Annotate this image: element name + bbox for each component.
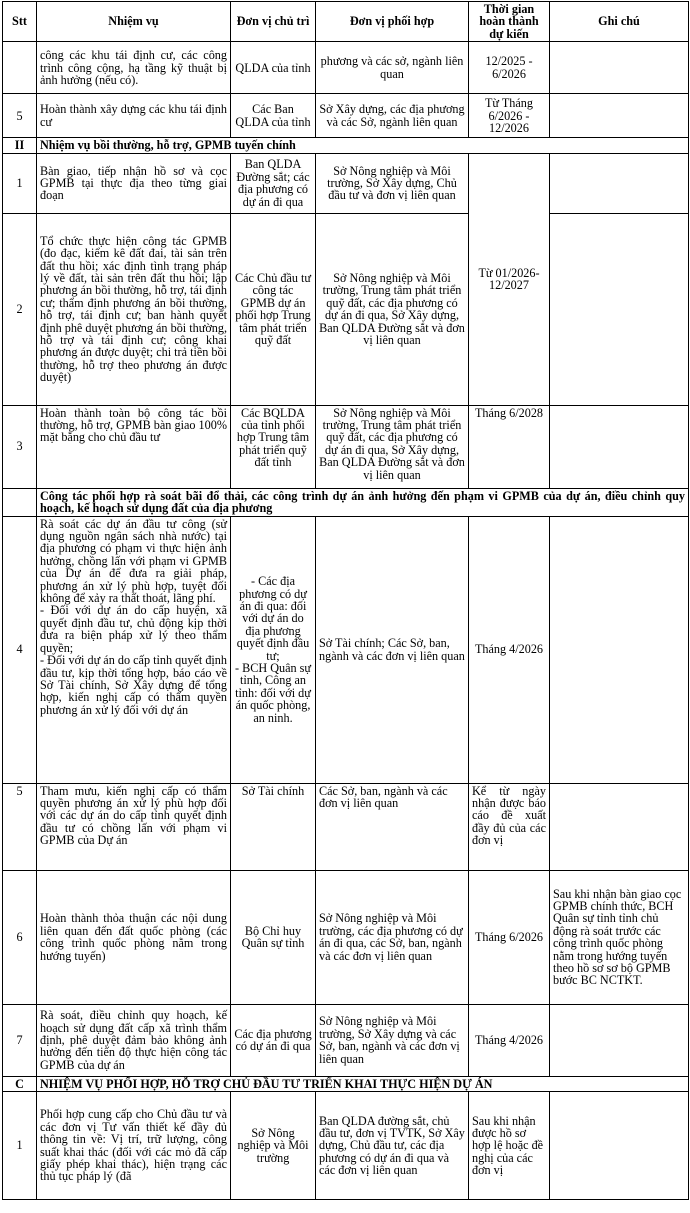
cell-deadline: Từ 01/2026-12/2027 <box>469 153 550 405</box>
cell-note <box>550 1004 689 1076</box>
section-title: Công tác phối hợp rà soát bãi đổ thải, các công trình dự án ảnh hưởng đến phạm vi GPMB của dự án, điều chỉnh quy hoạch, kế hoạch sử dụng đất của địa phương <box>37 488 689 516</box>
cell-stt: 7 <box>3 1004 37 1076</box>
cell-stt: 1 <box>3 153 37 213</box>
table-row <box>3 783 689 870</box>
cell-coord: Sở Nông nghiệp và Môi trường, Sở Xây dựng và các Sở, ban, ngành và các đơn vị liên quan <box>316 1004 469 1076</box>
cell-deadline: Từ Tháng 6/2026 - 12/2026 <box>469 94 550 138</box>
task-table <box>2 1 689 1200</box>
cell-task: Hoàn thành toàn bộ công tác bồi thường, hỗ trợ, GPMB bàn giao 100% mặt bằng cho chủ đầu tư <box>37 405 231 488</box>
cell-stt: 3 <box>3 405 37 488</box>
cell-task: Bàn giao, tiếp nhận hồ sơ và cọc GPMB tại thực địa theo từng giai đoạn <box>37 153 231 213</box>
cell-task: Tổ chức thực hiện công tác GPMB (đo đạc, kiểm kê đất đai, tài sản trên đất thu hồi; xác định tình trạng pháp lý về đất, tài sản trên đất thu hồi; lập phương án bồi thường, hỗ trợ, tái định cư; thẩm định phương án bồi thường, hỗ trợ, tái định cư; ban hành quyết định phê duyệt phương án bồi thường, hỗ trợ và tái định cư; công khai phương án được duyệt; chi trả tiền bồi thường, hỗ trợ theo phương án được duyệt) <box>37 213 231 405</box>
cell-coord: phương và các sở, ngành liên quan <box>316 42 469 94</box>
cell-coord: Sở Nông nghiệp và Môi trường, Trung tâm phát triển quỹ đất, các địa phương có dự án đi qua, Sở Xây dựng, Ban QLDA Đường sắt và đơn vị liên quan <box>316 213 469 405</box>
table-row <box>3 42 689 94</box>
cell-lead: Các BQLDA của tỉnh phối hợp Trung tâm phát triển quỹ đất tỉnh <box>231 405 316 488</box>
table-row <box>3 870 689 1004</box>
cell-lead: Bộ Chỉ huy Quân sự tỉnh <box>231 870 316 1004</box>
cell-task: Hoàn thành thỏa thuận các nội dung liên quan đến đất quốc phòng (các công trình quốc phòng nằm trong hướng tuyến) <box>37 870 231 1004</box>
cell-lead: Các Ban QLDA của tỉnh <box>231 94 316 138</box>
cell-task: Tham mưu, kiến nghị cấp có thẩm quyền phương án xử lý phù hợp đối với các dự án do cấp tỉnh quyết định đầu tư có chồng lấn với phạm vi GPMB của Dự án <box>37 783 231 870</box>
cell-coord: Sở Xây dựng, các địa phương và các Sở, ngành liên quan <box>316 94 469 138</box>
cell-coord: Sở Tài chính; Các Sở, ban, ngành và các đơn vị liên quan <box>316 516 469 783</box>
cell-deadline: Tháng 4/2026 <box>469 1004 550 1076</box>
cell-lead: Các Chủ đầu tư công tác GPMB dự án phối hợp Trung tâm phát triển quỹ đất <box>231 213 316 405</box>
cell-stt <box>3 42 37 94</box>
table-row <box>3 516 689 783</box>
cell-stt: 5 <box>3 783 37 870</box>
cell-note <box>550 405 689 488</box>
header-stt: Stt <box>3 2 37 42</box>
cell-task: Rà soát các dự án đầu tư công (sử dụng nguồn ngân sách nhà nước) tại địa phương có phạm vi thực hiện ảnh hưởng, chồng lấn với phạm vi GPMB của Dự án để đưa ra giải pháp, phương án xử lý phù hợp, tuyệt đối không để xảy ra thất thoát, lãng phí. - Đối với dự án do cấp huyện, xã quyết định đầu tư, chủ động kịp thời đưa ra biện pháp xử lý theo thẩm quyền; - Đối với dự án do cấp tỉnh quyết định đầu tư, kịp thời tổng hợp, báo cáo về Sở Tài chính, Sở Xây dựng để tổng hợp, kiến nghị cấp có thẩm quyền phương án xử lý đối với dự án <box>37 516 231 783</box>
cell-coord: Ban QLDA đường sắt, chủ đầu tư, đơn vị TVTK, Sở Xây dựng, Chủ đầu tư, các địa phương có dự án đi qua và các đơn vị liên quan <box>316 1092 469 1200</box>
table-row <box>3 1092 689 1200</box>
cell-stt: 2 <box>3 213 37 405</box>
table-row <box>3 405 689 488</box>
cell-coord: Sở Nông nghiệp và Môi trường, các địa phương có dự án đi qua, các Sở, ban, ngành và các đơn vị liên quan <box>316 870 469 1004</box>
section-row <box>3 1076 689 1091</box>
table-row <box>3 94 689 138</box>
header-note: Ghi chú <box>550 2 689 42</box>
cell-task: Hoàn thành xây dựng các khu tái định cư <box>37 94 231 138</box>
cell-deadline: Tháng 6/2028 <box>469 405 550 488</box>
cell-lead: Các địa phương có dự án đi qua <box>231 1004 316 1076</box>
header-deadline: Thời gian hoàn thành dự kiến <box>469 2 550 42</box>
section-stt: II <box>3 138 37 153</box>
cell-coord: Sở Nông nghiệp và Môi trường, Sở Xây dựng, Chủ đầu tư và đơn vị liên quan <box>316 153 469 213</box>
cell-note <box>550 153 689 213</box>
cell-stt: 4 <box>3 516 37 783</box>
cell-lead: Sở Tài chính <box>231 783 316 870</box>
header-task: Nhiệm vụ <box>37 2 231 42</box>
cell-deadline: Tháng 6/2026 <box>469 870 550 1004</box>
table-row <box>3 153 689 213</box>
cell-deadline: Kể từ ngày nhận được báo cáo đề xuất đầy đủ của các đơn vị <box>469 783 550 870</box>
section-row <box>3 488 689 516</box>
cell-task: công các khu tái định cư, các công trình công cộng, hạ tầng kỹ thuật bị ảnh hưởng (nếu có). <box>37 42 231 94</box>
section-stt: C <box>3 1076 37 1091</box>
section-stt <box>3 488 37 516</box>
section-title: NHIỆM VỤ PHỐI HỢP, HỖ TRỢ CHỦ ĐẦU TƯ TRIỂN KHAI THỰC HIỆN DỰ ÁN <box>37 1076 689 1091</box>
cell-lead: Ban QLDA Đường sắt; các địa phương có dự án đi qua <box>231 153 316 213</box>
cell-lead: - Các địa phương có dự án đi qua: đối với dự án do địa phương quyết định đầu tư; - BCH Quân sự tỉnh, Công an tỉnh: đối với dự án quốc phòng, an ninh. <box>231 516 316 783</box>
cell-lead: Sở Nông nghiệp và Môi trường <box>231 1092 316 1200</box>
cell-deadline: Sau khi nhận được hồ sơ hợp lệ hoặc đề nghị của các đơn vị <box>469 1092 550 1200</box>
cell-stt: 1 <box>3 1092 37 1200</box>
header-row <box>3 2 689 42</box>
section-row <box>3 138 689 153</box>
header-lead: Đơn vị chủ trì <box>231 2 316 42</box>
cell-coord: Các Sở, ban, ngành và các đơn vị liên quan <box>316 783 469 870</box>
table-row <box>3 213 689 405</box>
cell-lead: QLDA của tỉnh <box>231 42 316 94</box>
cell-note: Sau khi nhận bàn giao cọc GPMB chính thức, BCH Quân sự tỉnh tỉnh chủ động rà soát trước các công trình quốc phòng nằm trong hướng tuyến theo hồ sơ sơ bộ GPMB bước BC NCTKT. <box>550 870 689 1004</box>
table-row <box>3 1004 689 1076</box>
cell-stt: 6 <box>3 870 37 1004</box>
cell-note <box>550 783 689 870</box>
section-title: Nhiệm vụ bồi thường, hỗ trợ, GPMB tuyến chính <box>37 138 689 153</box>
cell-task: Rà soát, điều chỉnh quy hoạch, kế hoạch sử dụng đất cấp xã trình thẩm định, phê duyệt đảm bảo không ảnh hưởng đến tiến độ thực hiện công tác GPMB của dự án <box>37 1004 231 1076</box>
header-coord: Đơn vị phối hợp <box>316 2 469 42</box>
cell-task: Phối hợp cung cấp cho Chủ đầu tư và các đơn vị Tư vấn thiết kế đầy đủ thông tin về: Vị trí, trữ lượng, công suất khai thác (đối với các mỏ đã cấp giấy phép khai thác), hiện trạng các thủ tục pháp lý (đã <box>37 1092 231 1200</box>
cell-note <box>550 1092 689 1200</box>
cell-note <box>550 42 689 94</box>
cell-coord: Sở Nông nghiệp và Môi trường, Trung tâm phát triển quỹ đất, các địa phương có dự án đi qua, Sở Xây dựng, Ban QLDA Đường sắt và đơn vị liên quan <box>316 405 469 488</box>
cell-note <box>550 213 689 405</box>
cell-deadline: Tháng 4/2026 <box>469 516 550 783</box>
cell-note <box>550 516 689 783</box>
cell-deadline: 12/2025 - 6/2026 <box>469 42 550 94</box>
cell-stt: 5 <box>3 94 37 138</box>
cell-note <box>550 94 689 138</box>
